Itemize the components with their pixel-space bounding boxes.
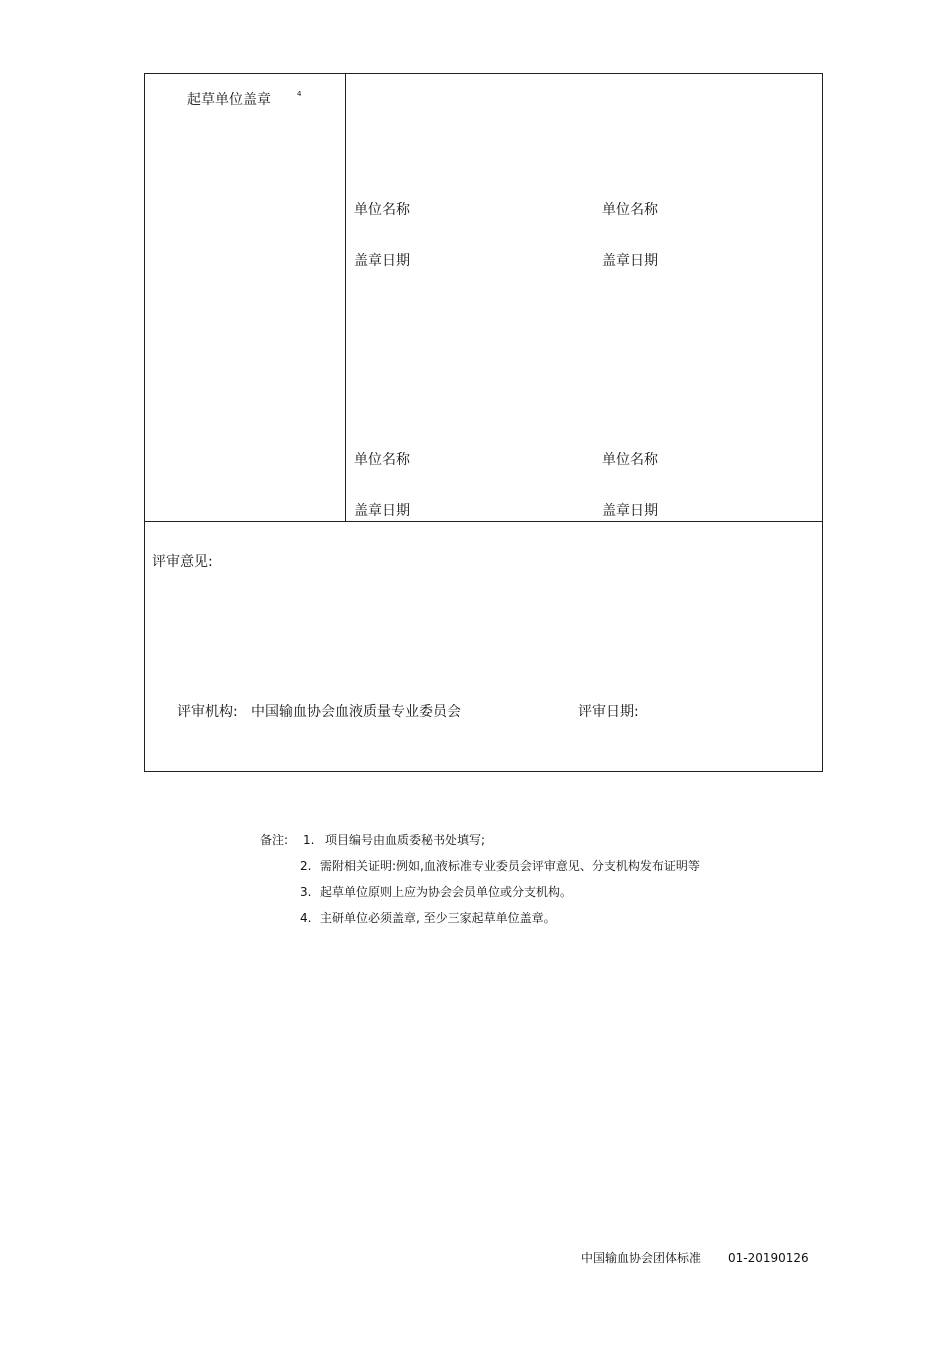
review-opinion-label: 评审意见: bbox=[152, 554, 213, 570]
review-org-label: 评审机构: bbox=[177, 704, 238, 720]
footnote-marker: 4 bbox=[297, 90, 302, 98]
footer-code: 01-20190126 bbox=[728, 1251, 809, 1265]
seal-date-label: 盖章日期 bbox=[354, 253, 410, 269]
note-text: 主研单位必须盖章, 至少三家起草单位盖章。 bbox=[320, 911, 556, 925]
drafting-unit-seal-label: 起草单位盖章 bbox=[187, 92, 271, 108]
notes-label: 备注: bbox=[260, 833, 289, 847]
unit-name-label: 单位名称 bbox=[602, 452, 658, 468]
column-divider bbox=[345, 73, 346, 522]
note-number: 1. bbox=[303, 833, 315, 847]
note-number: 3. bbox=[300, 885, 312, 899]
note-text: 需附相关证明:例如,血液标准专业委员会评审意见、分支机构发布证明等 bbox=[320, 859, 700, 873]
seal-date-label: 盖章日期 bbox=[602, 503, 658, 519]
note-text: 项目编号由血质委秘书处填写; bbox=[325, 833, 486, 847]
note-text: 起草单位原则上应为协会会员单位或分支机构。 bbox=[320, 885, 573, 899]
footer-org: 中国输血协会团体标准 bbox=[581, 1251, 702, 1265]
unit-name-label: 单位名称 bbox=[354, 202, 410, 218]
form-table bbox=[144, 73, 823, 772]
unit-name-label: 单位名称 bbox=[602, 202, 658, 218]
row-divider bbox=[144, 521, 823, 522]
review-org-name: 中国输血协会血液质量专业委员会 bbox=[251, 704, 461, 720]
seal-date-label: 盖章日期 bbox=[602, 253, 658, 269]
unit-name-label: 单位名称 bbox=[354, 452, 410, 468]
review-date-label: 评审日期: bbox=[578, 704, 639, 720]
note-number: 2. bbox=[300, 859, 312, 873]
note-number: 4. bbox=[300, 911, 312, 925]
seal-date-label: 盖章日期 bbox=[354, 503, 410, 519]
